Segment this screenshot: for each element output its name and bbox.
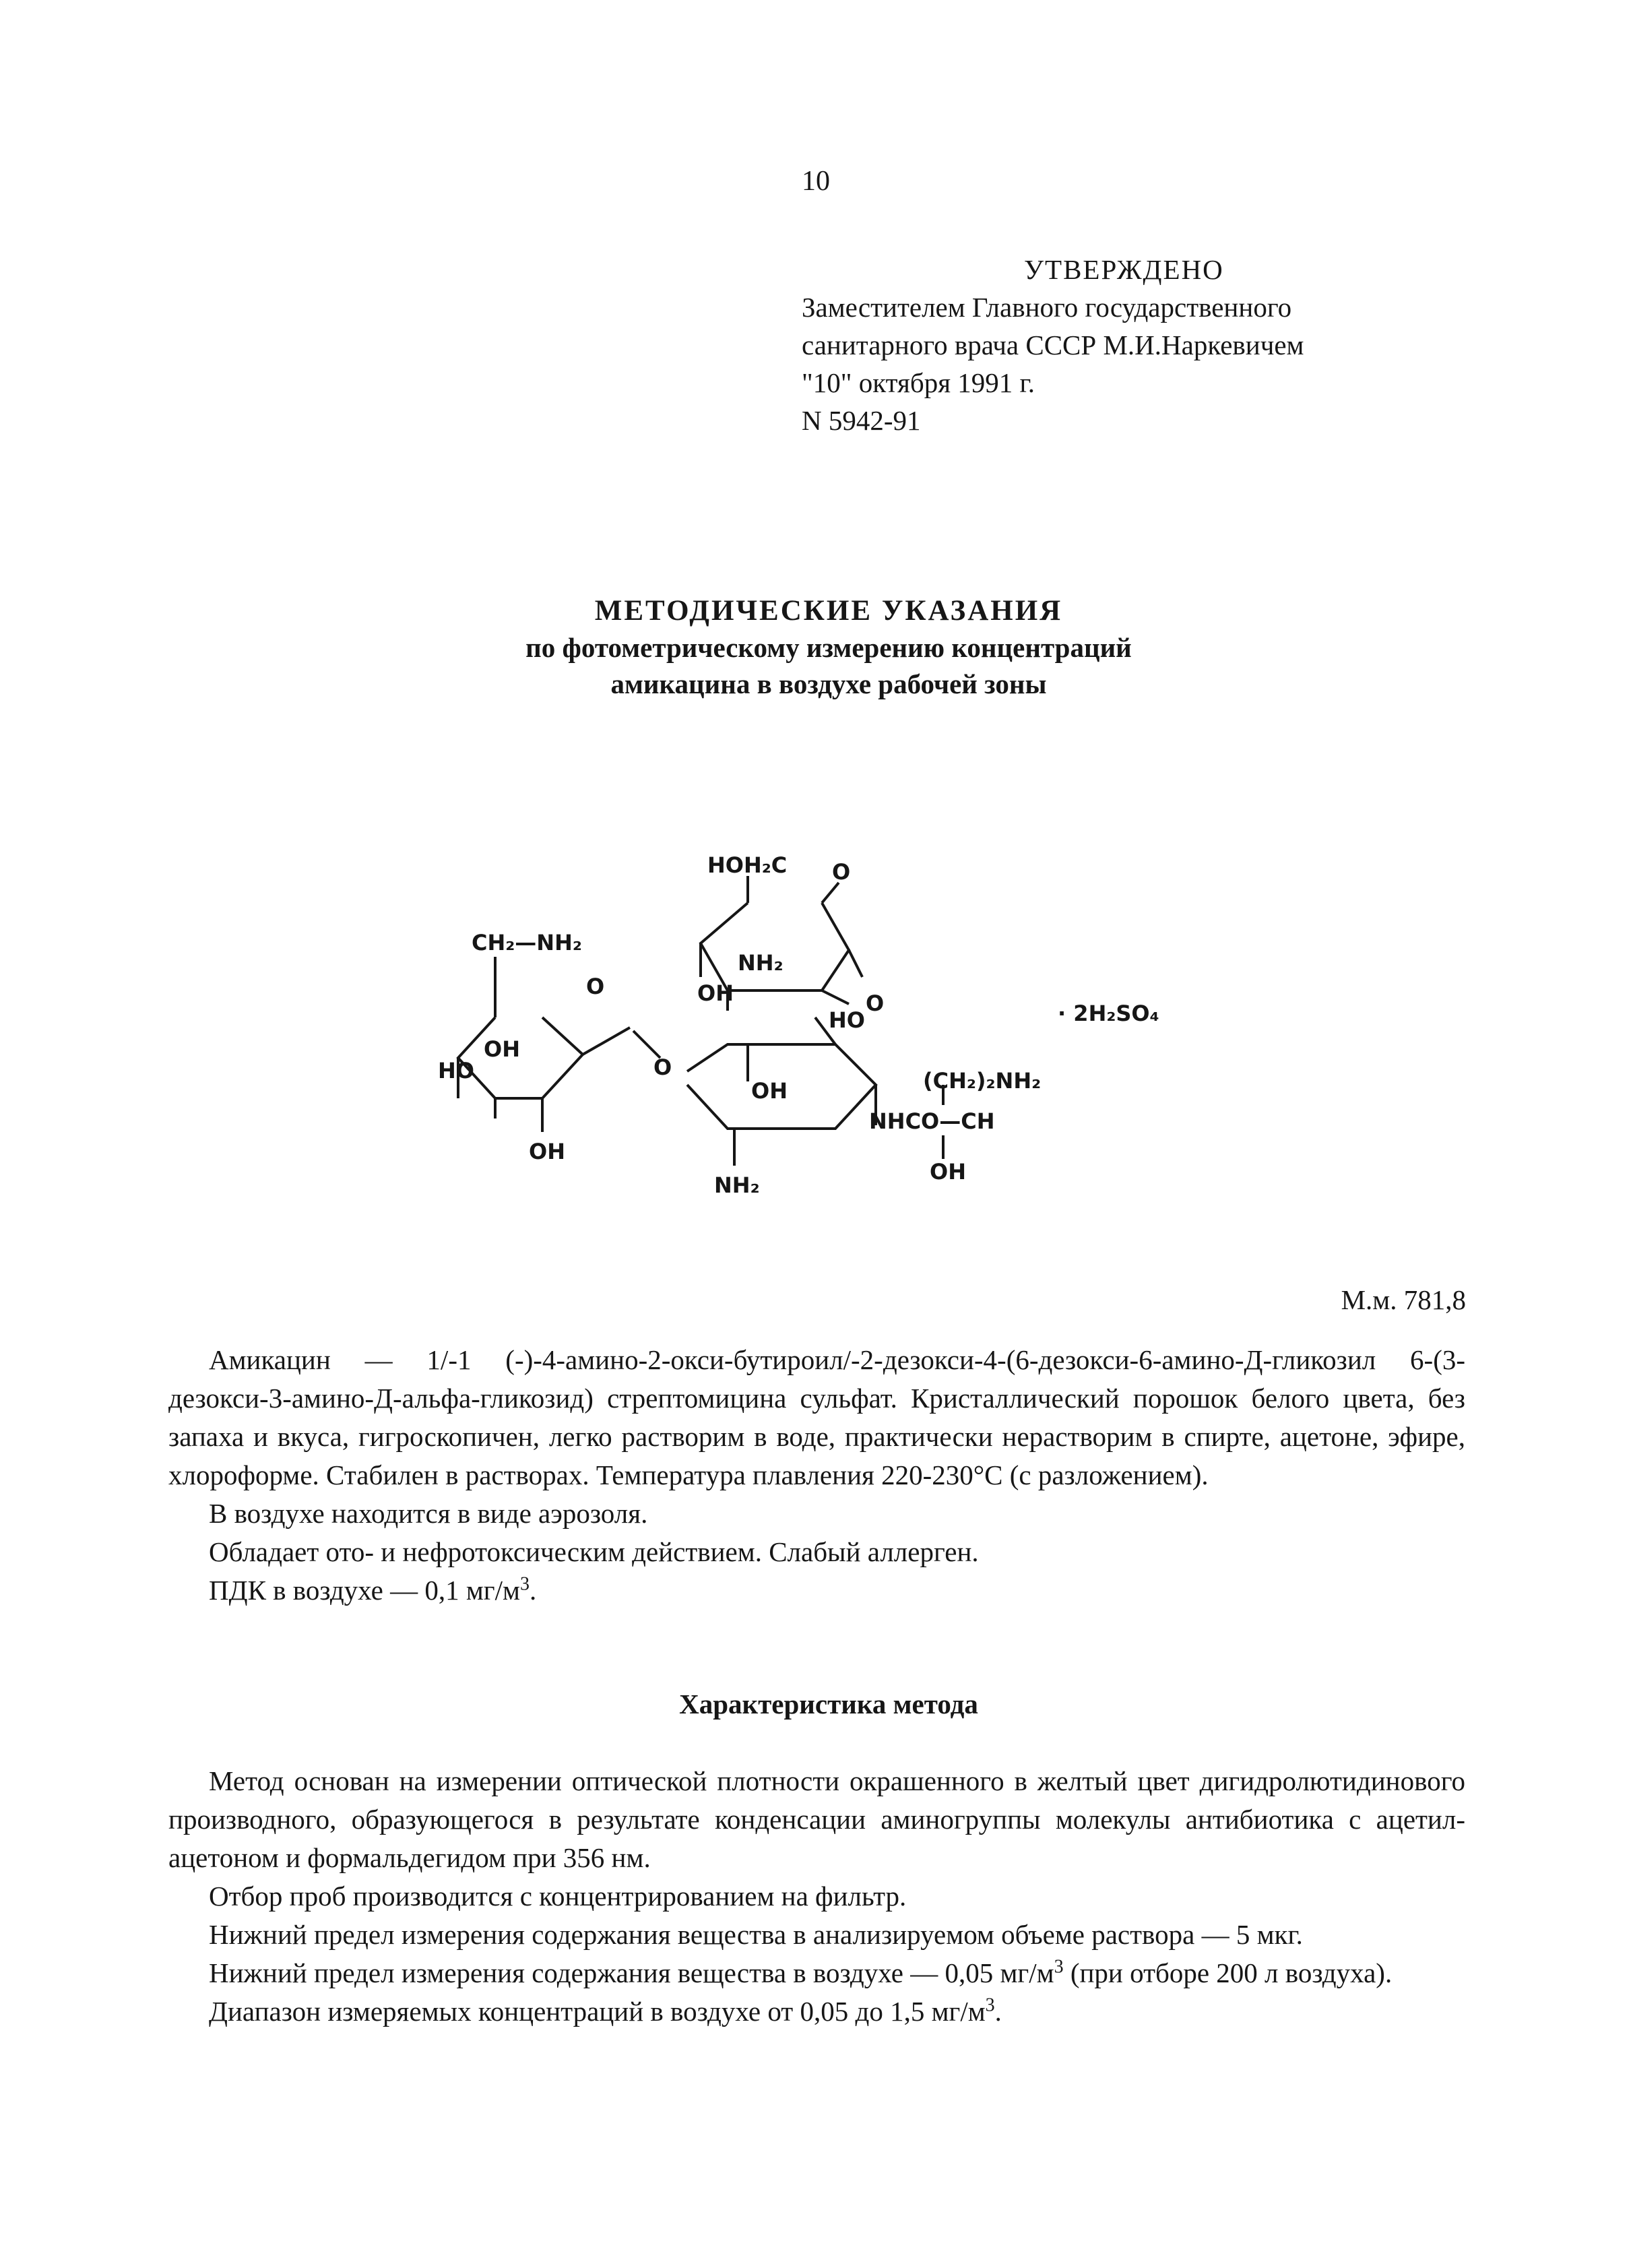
label-o-ring1: O: [586, 974, 605, 999]
document-title: [202, 593, 1455, 702]
label-o-ring2: O: [832, 859, 851, 885]
title-line-1: МЕТОДИЧЕСКИЕ УКАЗАНИЯ: [594, 595, 1063, 627]
label-oh2: OH: [529, 1139, 565, 1164]
label-nh2-bottom: NH₂: [714, 1172, 760, 1198]
structural-formula: [431, 849, 1213, 1226]
approval-line-3: "10" октября 1991 г.: [802, 367, 1035, 398]
label-oh1: OH: [484, 1036, 520, 1062]
amikacin-structure-svg: [431, 849, 1213, 1226]
label-oh3: OH: [697, 980, 734, 1006]
page-number: 10: [802, 166, 830, 197]
description-paragraph-1: Амикацин — 1/-1 (-)-4-амино-2-окси-бутироил/-2-дезокси-4-(6-дезокси-6-амино-Д-гликозил 6-(3-дезокси-3-амино-Д-альфа-гликозид) стрептомицина сульфат. Кристаллический порошок белого цвета, без запаха и вкуса, гигроскопичен, легко растворим в воде, практически нерастворим в спирте, ацетоне, эфире, хлороформе. Стабилен в растворах. Температура плавления 220-230°С (с разложением).: [168, 1344, 1465, 1490]
label-nh2-top: NH₂: [738, 950, 783, 976]
pdk-text: ПДК в воздухе — 0,1 мг/м: [209, 1575, 520, 1606]
ring-top: [701, 903, 849, 990]
method-paragraph-4: [168, 1954, 1465, 1992]
label-sulfate: · 2H₂SO₄: [1058, 1001, 1159, 1026]
method-block: [168, 1762, 1465, 2031]
approval-line-2: санитарного врача СССР М.И.Наркевичем: [802, 329, 1304, 360]
pdk-end: .: [529, 1575, 537, 1606]
approval-heading: УТВЕРЖДЕНО: [1024, 254, 1224, 285]
approval-line-4: N 5942-91: [802, 405, 921, 436]
label-bridge-o: O: [653, 1054, 672, 1080]
method-paragraph-2: Отбор проб производится с концентрированием на фильтр.: [209, 1881, 907, 1912]
ring-left: [458, 1017, 583, 1098]
lower-limit-text: Нижний предел измерения содержания вещества в воздухе — 0,05 мг/м: [209, 1957, 1054, 1988]
range-text: Диапазон измеряемых концентраций в воздухе от 0,05 до 1,5 мг/м: [209, 1996, 986, 2027]
approval-line-1: Заместителем Главного государственного: [802, 292, 1292, 323]
lower-limit-superscript: 3: [1054, 1956, 1064, 1978]
label-o-ring3: O: [866, 990, 885, 1016]
range-superscript: 3: [985, 1994, 995, 2016]
range-end: .: [994, 1996, 1002, 2027]
title-line-2: по фотометрическому измерению концентраций: [525, 632, 1132, 663]
label-ho2: HO: [829, 1007, 865, 1033]
method-paragraph-3: Нижний предел измерения содержания вещества в анализируемом объеме раствора — 5 мкг.: [209, 1919, 1303, 1950]
description-paragraph-2: В воздухе находится в виде аэрозоля.: [209, 1498, 648, 1529]
label-ch2-2-nh2: (CH₂)₂NH₂: [923, 1068, 1042, 1094]
lower-limit-end: (при отборе 200 л воздуха).: [1063, 1957, 1393, 1988]
description-paragraph-3: Обладает ото- и нефротоксическим действием. Слабый аллерген.: [209, 1536, 979, 1567]
description-block: [168, 1341, 1465, 1610]
method-paragraph-5: [168, 1992, 1465, 2031]
label-hoh2c: HOH₂C: [707, 852, 788, 878]
label-nhco-ch: NHCO—CH: [869, 1108, 995, 1134]
section-title: Характеристика метода: [679, 1689, 978, 1720]
method-paragraph-1: Метод основан на измерении оптической плотности окрашенного в желтый цвет дигидролютидинового производного, образующегося в результате конденсации аминогруппы молекулы антибиотика с ацетил-ацетоном и формальдегидом при 356 нм.: [168, 1765, 1465, 1873]
pdk-superscript: 3: [519, 1573, 530, 1595]
title-line-3: амикацина в воздухе рабочей зоны: [610, 668, 1047, 699]
label-ch2-nh2: CH₂—NH₂: [472, 930, 582, 955]
molecular-weight: М.м. 781,8: [1341, 1284, 1466, 1315]
label-oh5: OH: [930, 1159, 966, 1185]
label-ho1: HO: [438, 1058, 474, 1083]
label-oh4: OH: [751, 1078, 788, 1104]
description-paragraph-4: [168, 1571, 1465, 1610]
approval-block: [802, 251, 1509, 439]
